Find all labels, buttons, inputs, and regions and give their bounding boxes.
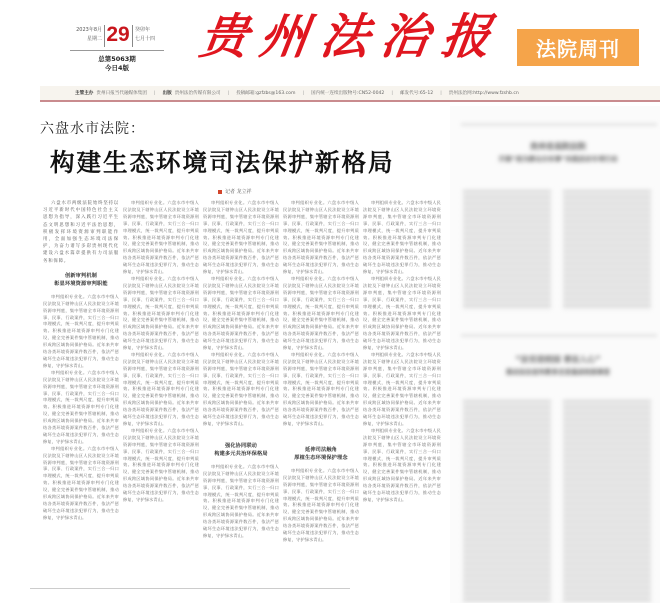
lunar-date <box>135 26 165 44</box>
article-column-4 <box>283 200 359 575</box>
gregorian-date <box>68 26 102 44</box>
body-paragraph: 审判组织专业化。六盘水市中级人民法院及下辖钟山区人民法院设立环境资源审判庭，集中管辖全市环境资源刑事、民事、行政案件，实行三合一归口审理模式，统一裁判尺度，提升审判质效。积极推进环境资源审判专门化建设，健全完善案件集中管辖机制，推动形成跨区域协同保护格局。近年来共审结各类环境资源案件数百件，依法严惩破坏生态环境违法犯罪行为，推动生态修复，守护绿水青山。 <box>123 275 199 351</box>
divider: | <box>153 90 156 96</box>
title-line: 开展“我为群众办实事”实践活动专项行动 <box>498 155 618 163</box>
divider: | <box>302 90 305 96</box>
masthead-rule <box>40 100 660 102</box>
article-column-3 <box>203 200 279 575</box>
byline-marker-icon <box>218 190 222 194</box>
body-paragraph: 审判组织专业化。六盘水市中级人民法院及下辖钟山区人民法院设立环境资源审判庭，集中管辖全市环境资源刑事、民事、行政案件，实行三合一归口审理模式，统一裁判尺度，提升审判质效。积极推进环境资源审判专门化建设，健全完善案件集中管辖机制，推动形成跨区域协同保护格局。近年来共审结各类环境资源案件数百件，依法严惩破坏生态环境违法犯罪行为，推动生态修复，守护绿水青山。 <box>283 467 359 542</box>
newspaper-logo <box>196 5 494 69</box>
page-count: 今日4版 <box>104 64 130 72</box>
body-paragraph: 审判组织专业化。六盘水市中级人民法院及下辖钟山区人民法院设立环境资源审判庭，集中管辖全市环境资源刑事、民事、行政案件，实行三合一归口审理模式，统一裁判尺度，提升审判质效。积极推进环境资源审判专门化建设，健全完善案件集中管辖机制，推动形成跨区域协同保护格局。近年来共审结各类环境资源案件数百件，依法严惩破坏生态环境违法犯罪行为，推动生态修复，守护绿水青山。 <box>203 200 279 275</box>
logo-char: 法 <box>317 9 373 65</box>
body-paragraph: 审判组织专业化。六盘水市中级人民法院及下辖钟山区人民法院设立环境资源审判庭，集中管辖全市环境资源刑事、民事、行政案件，实行三合一归口审理模式，统一裁判尺度，提升审判质效。积极推进环境资源审判专门化建设，健全完善案件集中管辖机制，推动形成跨区域协同保护格局。近年来共审结各类环境资源案件数百件，依法严惩破坏生态环境违法犯罪行为，推动生态修复，守护绿水青山。 <box>203 351 279 426</box>
body-paragraph: 审判组织专业化。六盘水市中级人民法院及下辖钟山区人民法院设立环境资源审判庭，集中管辖全市环境资源刑事、民事、行政案件，实行三合一归口审理模式，统一裁判尺度，提升审判质效。积极推进环境资源审判专门化建设，健全完善案件集中管辖机制，推动形成跨区域协同保护格局。近年来共审结各类环境资源案件数百件，依法严惩破坏生态环境违法犯罪行为，推动生态修复，守护绿水青山。 <box>123 351 199 426</box>
subhead-line: 强化协同联动 <box>224 442 258 449</box>
subhead-line: 延伸司法触角 <box>304 446 338 453</box>
text-block <box>563 400 651 603</box>
body-paragraph: 审判组织专业化。六盘水市中级人民法院及下辖钟山区人民法院设立环境资源审判庭，集中管辖全市环境资源刑事、民事、行政案件，实行三合一归口审理模式，统一裁判尺度，提升审判质效。积极推进环境资源审判专门化建设，健全完善案件集中管辖机制，推动形成跨区域协同保护格局。近年来共审结各类环境资源案件数百件，依法严惩破坏生态环境违法犯罪行为，推动生态修复，守护绿水青山。 <box>283 351 359 426</box>
date-day: 29 <box>106 23 130 46</box>
divider: | <box>227 90 230 96</box>
date-weekday: 星期二 <box>86 36 102 42</box>
body-paragraph: 审判组织专业化。六盘水市中级人民法院及下辖钟山区人民法院设立环境资源审判庭，集中管辖全市环境资源刑事、民事、行政案件，实行三合一归口审理模式，统一裁判尺度，提升审判质效。积极推进环境资源审判专门化建设，健全完善案件集中管辖机制，推动形成跨区域协同保护格局。近年来共审结各类环境资源案件数百件，依法严惩破坏生态环境违法犯罪行为，推动生态修复，守护绿水青山。 <box>363 200 441 275</box>
body-paragraph: 审判组织专业化。六盘水市中级人民法院及下辖钟山区人民法院设立环境资源审判庭，集中管辖全市环境资源刑事、民事、行政案件，实行三合一归口审理模式，统一裁判尺度，提升审判质效。积极推进环境资源审判专门化建设，健全完善案件集中管辖机制，推动形成跨区域协同保护格局。近年来共审结各类环境资源案件数百件，依法严惩破坏生态环境违法犯罪行为，推动生态修复，守护绿水青山。 <box>363 351 441 426</box>
info-cn-number: 国内统一连续出版物号:CN52-0042 <box>311 91 385 96</box>
info-sponsor: 贵州日报当代融媒体集团 <box>96 91 147 96</box>
article-headline: 构建生态环境司法保护新格局 <box>50 148 395 177</box>
lunar-year: 癸卯年 <box>135 27 151 33</box>
publication-info-bar <box>40 86 660 100</box>
text-block <box>563 190 651 310</box>
body-paragraph: 审判组织专业化。六盘水市中级人民法院及下辖钟山区人民法院设立环境资源审判庭，集中管辖全市环境资源刑事、民事、行政案件，实行三合一归口审理模式，统一裁判尺度，提升审判质效。积极推进环境资源审判专门化建设，健全完善案件集中管辖机制，推动形成跨区域协同保护格局。近年来共审结各类环境资源案件数百件，依法严惩破坏生态环境违法犯罪行为，推动生态修复，守护绿水青山。 <box>43 369 119 444</box>
title-line: 推动法治宣传教育走进基层校园课堂 <box>506 368 610 376</box>
date-block <box>68 24 164 50</box>
info-label: 主管主办 <box>75 91 94 96</box>
body-paragraph: 审判组织专业化。六盘水市中级人民法院及下辖钟山区人民法院设立环境资源审判庭，集中管辖全市环境资源刑事、民事、行政案件，实行三合一归口审理模式，统一裁判尺度，提升审判质效。积极推进环境资源审判专门化建设，健全完善案件集中管辖机制，推动形成跨区域协同保护格局。近年来共审结各类环境资源案件数百件，依法严惩破坏生态环境违法犯罪行为，推动生态修复，守护绿水青山。 <box>123 200 199 275</box>
divider <box>461 335 657 336</box>
date-year-month: 2023年8月 <box>76 27 102 33</box>
info-label: 出版 <box>162 91 172 96</box>
subhead-line: 彰显环境资源审判职能 <box>54 280 108 287</box>
article-column-5 <box>363 200 441 575</box>
body-paragraph: 审判组织专业化。六盘水市中级人民法院及下辖钟山区人民法院设立环境资源审判庭，集中管辖全市环境资源刑事、民事、行政案件，实行三合一归口审理模式，统一裁判尺度，提升审判质效。积极推进环境资源审判专门化建设，健全完善案件集中管辖机制，推动形成跨区域协同保护格局。近年来共审结各类环境资源案件数百件，依法严惩破坏生态环境违法犯罪行为，推动生态修复，守护绿水青山。 <box>43 445 119 520</box>
body-paragraph: 审判组织专业化。六盘水市中级人民法院及下辖钟山区人民法院设立环境资源审判庭，集中管辖全市环境资源刑事、民事、行政案件，实行三合一归口审理模式，统一裁判尺度，提升审判质效。积极推进环境资源审判专门化建设，健全完善案件集中管辖机制，推动形成跨区域协同保护格局。近年来共审结各类环境资源案件数百件，依法严惩破坏生态环境违法犯罪行为，推动生态修复，守护绿水青山。 <box>203 275 279 351</box>
body-paragraph: 审判组织专业化。六盘水市中级人民法院及下辖钟山区人民法院设立环境资源审判庭，集中管辖全市环境资源刑事、民事、行政案件，实行三合一归口审理模式，统一裁判尺度，提升审判质效。积极推进环境资源审判专门化建设，健全完善案件集中管辖机制，推动形成跨区域协同保护格局。近年来共审结各类环境资源案件数百件，依法严惩破坏生态环境违法犯罪行为，推动生态修复，守护绿水青山。 <box>43 293 119 368</box>
lunar-day: 七月十四 <box>135 36 156 42</box>
logo-char: 报 <box>438 9 494 65</box>
divider <box>132 25 133 47</box>
article-column-2 <box>123 200 199 575</box>
info-email: 投稿邮箱:gzfzbs@163.com <box>236 91 296 96</box>
subhead-line: 厚植生态环境保护理念 <box>294 454 348 461</box>
article-column-1 <box>43 200 119 575</box>
text-block <box>463 400 551 603</box>
title-line: “法官进校园 普法入心” <box>515 355 601 364</box>
byline <box>218 188 252 195</box>
bottom-rule <box>30 588 350 589</box>
divider: | <box>440 90 442 96</box>
info-website: 贵州法治网:http://www.fzshb.cn <box>448 91 519 96</box>
divider <box>70 50 164 51</box>
divider: | <box>391 90 393 96</box>
logo-char: 州 <box>256 9 313 65</box>
section-badge: 法院周刊 <box>517 29 639 66</box>
body-paragraph: 审判组织专业化。六盘水市中级人民法院及下辖钟山区人民法院设立环境资源审判庭，集中管辖全市环境资源刑事、民事、行政案件，实行三合一归口审理模式，统一裁判尺度，提升审判质效。积极推进环境资源审判专门化建设，健全完善案件集中管辖机制，推动形成跨区域协同保护格局。近年来共审结各类环境资源案件数百件，依法严惩破坏生态环境违法犯罪行为，推动生态修复，守护绿水青山。 <box>203 463 279 538</box>
article-kicker: 六盘水市法院： <box>40 121 145 137</box>
body-paragraph: 审判组织专业化。六盘水市中级人民法院及下辖钟山区人民法院设立环境资源审判庭，集中管辖全市环境资源刑事、民事、行政案件，实行三合一归口审理模式，统一裁判尺度，提升审判质效。积极推进环境资源审判专门化建设，健全完善案件集中管辖机制，推动形成跨区域协同保护格局。近年来共审结各类环境资源案件数百件，依法严惩破坏生态环境违法犯罪行为，推动生态修复，守护绿水青山。 <box>363 275 441 351</box>
masthead <box>0 0 660 86</box>
sidebar-story-title <box>453 353 660 379</box>
subhead-line: 构建多元共治环保格局 <box>214 450 268 457</box>
title-line: 贵州省高院法院 <box>530 142 586 151</box>
divider <box>104 25 105 47</box>
issue-number: 总第5063期 <box>98 55 136 63</box>
section-subhead <box>203 442 279 458</box>
subhead-line: 创新审判机制 <box>64 272 98 279</box>
sidebar-story-title <box>453 140 660 166</box>
logo-char: 治 <box>377 9 434 65</box>
issue-info <box>70 55 164 73</box>
body-paragraph: 审判组织专业化。六盘水市中级人民法院及下辖钟山区人民法院设立环境资源审判庭，集中管辖全市环境资源刑事、民事、行政案件，实行三合一归口审理模式，统一裁判尺度，提升审判质效。积极推进环境资源审判专门化建设，健全完善案件集中管辖机制，推动形成跨区域协同保护格局。近年来共审结各类环境资源案件数百件，依法严惩破坏生态环境违法犯罪行为，推动生态修复，守护绿水青山。 <box>123 427 199 502</box>
info-postal-code: 邮发代号:65-12 <box>399 91 434 96</box>
byline-text: 记者 龙立祥 <box>225 189 252 195</box>
body-paragraph: 审判组织专业化。六盘水市中级人民法院及下辖钟山区人民法院设立环境资源审判庭，集中管辖全市环境资源刑事、民事、行政案件，实行三合一归口审理模式，统一裁判尺度，提升审判质效。积极推进环境资源审判专门化建设，健全完善案件集中管辖机制，推动形成跨区域协同保护格局。近年来共审结各类环境资源案件数百件，依法严惩破坏生态环境违法犯罪行为，推动生态修复，守护绿水青山。 <box>363 427 441 502</box>
text-block <box>463 190 551 310</box>
logo-char: 贵 <box>196 9 252 65</box>
body-paragraph: 审判组织专业化。六盘水市中级人民法院及下辖钟山区人民法院设立环境资源审判庭，集中管辖全市环境资源刑事、民事、行政案件，实行三合一归口审理模式，统一裁判尺度，提升审判质效。积极推进环境资源审判专门化建设，健全完善案件集中管辖机制，推动形成跨区域协同保护格局。近年来共审结各类环境资源案件数百件，依法严惩破坏生态环境违法犯罪行为，推动生态修复，守护绿水青山。 <box>283 275 359 351</box>
blurred-sidebar <box>453 110 660 603</box>
info-publisher: 贵州法治传媒有限公司 <box>174 91 221 96</box>
article-lead: 六盘水市两级法院始终坚持以习近平新时代中国特色社会主义思想为指导，深入践行习近平生态文明思想和习近平法治思想，积极发挥环境资源审判职能作用，全面加强生态环境司法保护，为奋力谱写多彩贵州现代化建设六盘水篇章提供有力司法服务和保障。 <box>43 201 119 264</box>
section-subhead <box>43 272 119 288</box>
body-paragraph: 审判组织专业化。六盘水市中级人民法院及下辖钟山区人民法院设立环境资源审判庭，集中管辖全市环境资源刑事、民事、行政案件，实行三合一归口审理模式，统一裁判尺度，提升审判质效。积极推进环境资源审判专门化建设，健全完善案件集中管辖机制，推动形成跨区域协同保护格局。近年来共审结各类环境资源案件数百件，依法严惩破坏生态环境违法犯罪行为，推动生态修复，守护绿水青山。 <box>283 200 359 275</box>
section-subhead <box>283 446 359 462</box>
divider <box>461 124 657 125</box>
